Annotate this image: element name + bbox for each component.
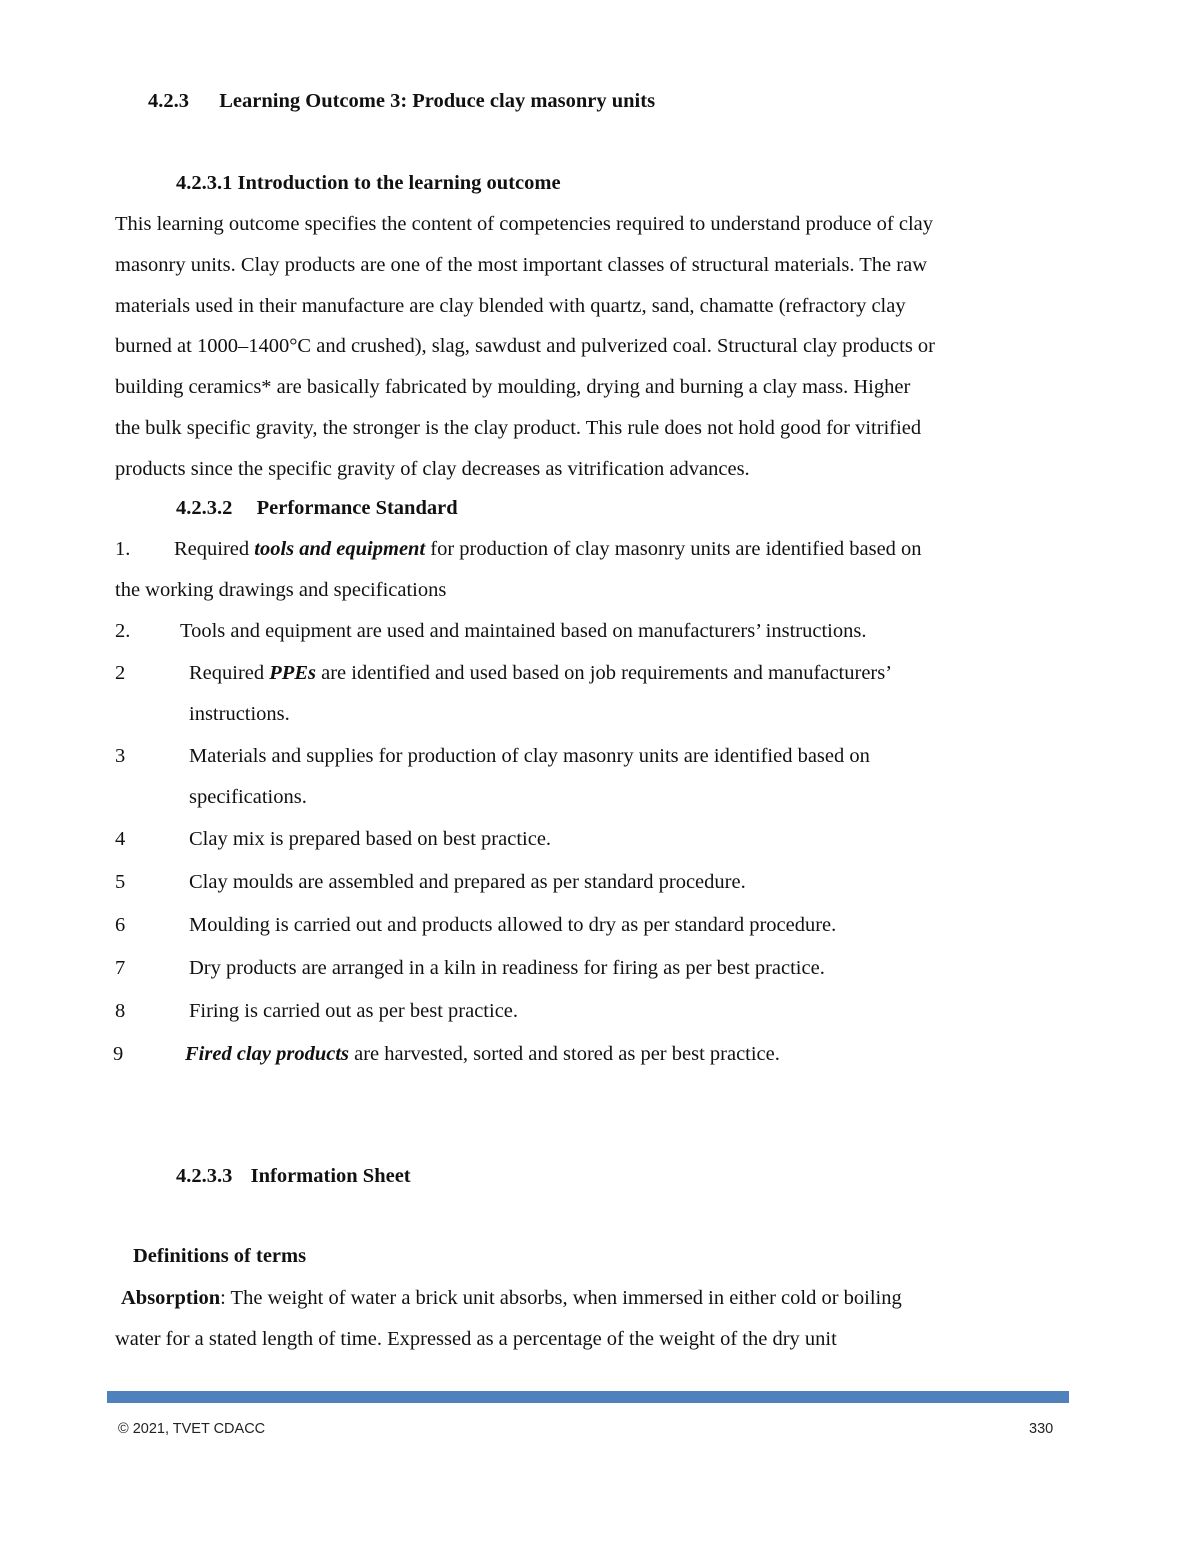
intro-line: the bulk specific gravity, the stronger is the clay product. This rule does not hold good for vitrified — [115, 416, 922, 439]
list-item — [185, 1043, 780, 1066]
performance-heading-number: 4.2.3.2 — [176, 497, 233, 519]
definition-term: Absorption — [121, 1287, 221, 1309]
section-title: Learning Outcome 3: Produce clay masonry units — [219, 90, 656, 112]
list-item — [189, 662, 892, 685]
list-item: Tools and equipment are used and maintained based on manufacturers’ instructions. — [180, 620, 867, 642]
list-item-text: Required — [189, 662, 270, 684]
performance-heading — [176, 497, 458, 520]
list-number: 5 — [115, 871, 126, 893]
list-number: 8 — [115, 1000, 126, 1022]
list-item: Firing is carried out as per best practice. — [189, 1000, 519, 1022]
list-item: Clay mix is prepared based on best practice. — [189, 828, 552, 850]
info-heading-number: 4.2.3.3 — [176, 1165, 233, 1187]
list-number: 4 — [115, 828, 126, 850]
intro-line: burned at 1000–1400°C and crushed), slag, sawdust and pulverized coal. Structural clay products or — [115, 335, 936, 358]
list-item-text: Required — [174, 538, 255, 560]
footer-copyright: © 2021, TVET CDACC — [118, 1421, 266, 1437]
definition-continuation: water for a stated length of time. Expressed as a percentage of the weight of the dry unit — [115, 1328, 837, 1350]
intro-line: masonry units. Clay products are one of the most important classes of structural materials. The raw — [115, 253, 928, 276]
list-number: 9 — [113, 1043, 124, 1065]
page-number: 330 — [1029, 1421, 1054, 1437]
list-item-continuation: specifications. — [189, 786, 307, 808]
list-number: 2 — [115, 662, 126, 684]
list-item-text: for production of clay masonry units are identified based on — [425, 538, 922, 560]
intro-line: products since the specific gravity of clay decreases as vitrification advances. — [115, 457, 750, 480]
list-item-continuation: instructions. — [189, 703, 290, 725]
section-heading — [148, 90, 655, 113]
list-item: Moulding is carried out and products allowed to dry as per standard procedure. — [189, 914, 837, 936]
footer-rule — [107, 1391, 1069, 1403]
list-item — [174, 538, 922, 561]
list-number: 2. — [115, 620, 131, 642]
definitions-heading: Definitions of terms — [133, 1245, 307, 1267]
list-item-text: are harvested, sorted and stored as per best practice. — [349, 1043, 780, 1065]
list-item-continuation: the working drawings and specifications — [115, 579, 447, 601]
intro-line: This learning outcome specifies the content of competencies required to understand produce of clay — [115, 213, 933, 235]
emphasis-text: tools and equipment — [254, 538, 426, 560]
performance-heading-title: Performance Standard — [256, 497, 458, 519]
intro-heading: 4.2.3.1 Introduction to the learning outcome — [176, 172, 561, 194]
list-item: Clay moulds are assembled and prepared as per standard procedure. — [189, 871, 746, 893]
intro-paragraph — [115, 204, 1075, 490]
section-number: 4.2.3 — [148, 90, 189, 112]
list-number: 6 — [115, 914, 126, 936]
list-number: 1. — [115, 538, 131, 560]
list-item-text: are identified and used based on job requirements and manufacturers’ — [315, 662, 893, 684]
intro-line: building ceramics* are basically fabricated by moulding, drying and burning a clay mass. Higher — [115, 376, 911, 399]
definition-absorption — [121, 1287, 902, 1310]
list-number: 7 — [115, 957, 126, 979]
definition-text: : The weight of water a brick unit absorbs, when immersed in either cold or boiling — [220, 1287, 902, 1309]
info-heading-title: Information Sheet — [250, 1165, 411, 1187]
emphasis-text: PPEs — [269, 662, 316, 684]
list-number: 3 — [115, 745, 126, 767]
emphasis-text: Fired clay products — [185, 1043, 349, 1065]
intro-line: materials used in their manufacture are clay blended with quartz, sand, chamatte (refractory clay — [115, 294, 906, 317]
list-item: Dry products are arranged in a kiln in readiness for firing as per best practice. — [189, 957, 825, 979]
info-heading — [176, 1165, 411, 1188]
list-item: Materials and supplies for production of clay masonry units are identified based on — [189, 745, 870, 767]
